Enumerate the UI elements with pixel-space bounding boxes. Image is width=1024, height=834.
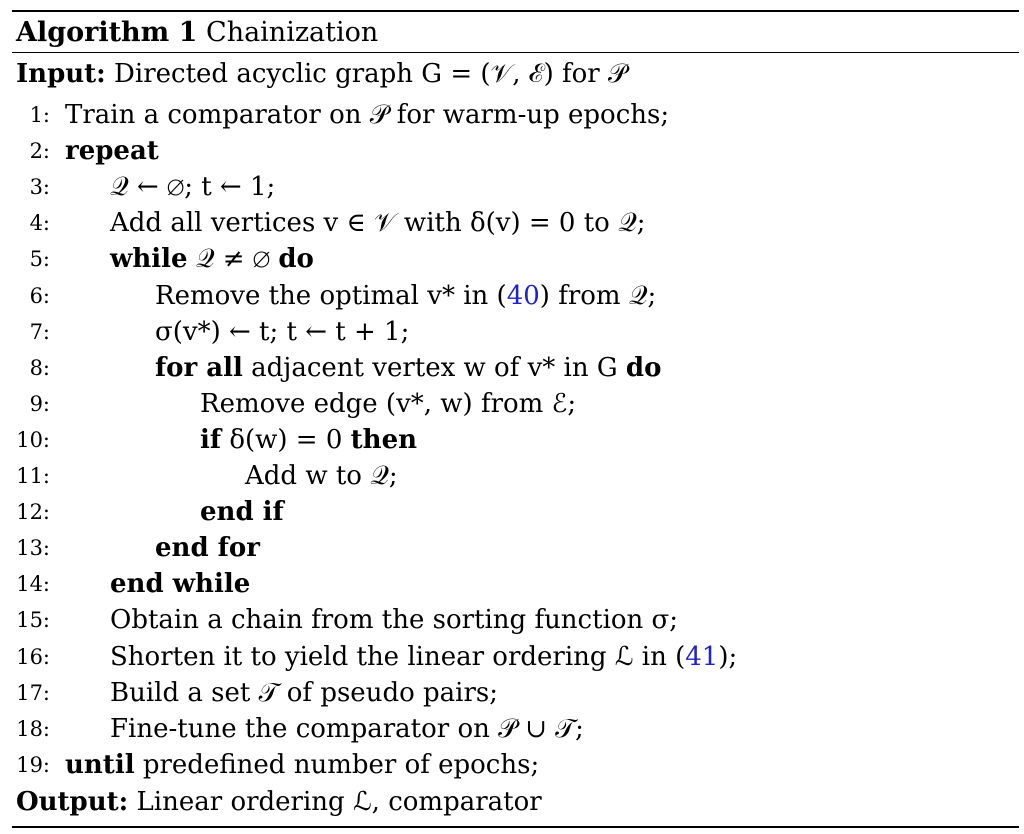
line-number: 10: — [16, 427, 50, 452]
keyword: if — [200, 424, 222, 455]
line-number: 7: — [29, 319, 50, 344]
caption-rule — [12, 52, 1019, 53]
line-text — [110, 641, 737, 673]
keyword: do — [278, 244, 314, 275]
statement-text: δ(w) = 0 — [221, 424, 351, 455]
statement-text: 𝒬 ≠ ∅ — [187, 244, 279, 275]
input-label: Input: — [16, 59, 106, 89]
bottom-rule — [12, 826, 1019, 828]
line-number: 2: — [29, 139, 50, 164]
line-text — [200, 424, 417, 456]
line-number: 11: — [16, 464, 50, 488]
statement-text: Train a comparator on 𝒫 for warm-up epochs; — [65, 100, 670, 130]
keyword: end for — [155, 533, 260, 564]
line-number: 17: — [16, 680, 50, 705]
line-text — [245, 460, 398, 492]
line-number: 19: — [16, 752, 50, 777]
line-text — [110, 713, 584, 745]
line-number: 9: — [29, 391, 50, 416]
line-text — [65, 135, 159, 167]
equation-reference-link[interactable]: 40 — [506, 280, 540, 311]
keyword: end if — [200, 497, 284, 528]
keyword: while — [110, 244, 188, 275]
line-number: 18: — [16, 716, 50, 741]
line-text — [200, 388, 576, 420]
top-rule — [12, 10, 1019, 12]
statement-text: Add all vertices v ∈ 𝒱 with δ(v) = 0 to 𝒬; — [110, 208, 646, 239]
statement-text: Remove the optimal v* in ( — [155, 280, 507, 311]
line-number: 1: — [29, 103, 50, 127]
statement-text: adjacent vertex w of v* in G — [242, 352, 626, 383]
keyword: until — [65, 749, 135, 780]
line-number: 12: — [16, 500, 50, 525]
statement-text: ) from 𝒬; — [539, 280, 657, 311]
line-number: 15: — [16, 608, 50, 633]
keyword: end while — [110, 569, 251, 600]
caption-label: Algorithm 1 — [16, 17, 198, 48]
line-text — [200, 496, 284, 528]
statement-text: Build a set 𝒯 of pseudo pairs; — [110, 677, 498, 708]
line-number: 3: — [29, 175, 50, 200]
line-text — [110, 243, 314, 275]
equation-reference-link[interactable]: 41 — [685, 641, 719, 672]
line-text — [110, 207, 646, 239]
statement-text: predefined number of epochs; — [134, 749, 540, 780]
line-text — [110, 171, 275, 203]
statement-text: 𝒬 ← ∅; t ← 1; — [110, 172, 276, 203]
line-number: 13: — [16, 536, 50, 561]
statement-text: Add w to 𝒬; — [245, 461, 398, 491]
output-text: Linear ordering ℒ, comparator — [136, 787, 542, 817]
line-number: 4: — [29, 211, 50, 236]
line-number: 8: — [29, 355, 50, 380]
statement-text: Remove edge (v*, w) from ℰ; — [200, 388, 577, 419]
statement-text: Fine-tune the comparator on 𝒫 ∪ 𝒯; — [110, 713, 584, 744]
line-text — [155, 352, 661, 384]
line-number: 16: — [16, 644, 50, 669]
keyword: then — [350, 424, 418, 455]
input-text: Directed acyclic graph G = (𝒱, ℰ) for 𝒫 — [114, 59, 627, 89]
keyword: do — [625, 352, 662, 383]
line-text — [155, 280, 656, 312]
line-text — [155, 532, 260, 564]
caption-title: Chainization — [206, 17, 379, 48]
statement-text: Obtain a chain from the sorting function σ; — [110, 605, 679, 636]
line-number: 5: — [29, 247, 50, 272]
input-line — [16, 58, 627, 90]
line-text — [110, 568, 250, 600]
keyword: for all — [155, 352, 243, 383]
statement-text: ); — [718, 641, 738, 672]
line-number: 14: — [16, 572, 50, 597]
statement-text: Shorten it to yield the linear ordering ℒ in ( — [110, 641, 686, 672]
keyword: repeat — [65, 136, 159, 167]
line-text — [155, 316, 409, 348]
line-text — [110, 604, 678, 636]
output-line — [16, 786, 542, 818]
output-label: Output: — [16, 787, 129, 817]
algorithm-caption — [16, 17, 378, 49]
line-number: 6: — [29, 283, 50, 308]
line-text — [65, 99, 669, 131]
line-text — [110, 677, 498, 709]
line-text — [65, 749, 539, 781]
statement-text: σ(v*) ← t; t ← t + 1; — [155, 316, 410, 347]
